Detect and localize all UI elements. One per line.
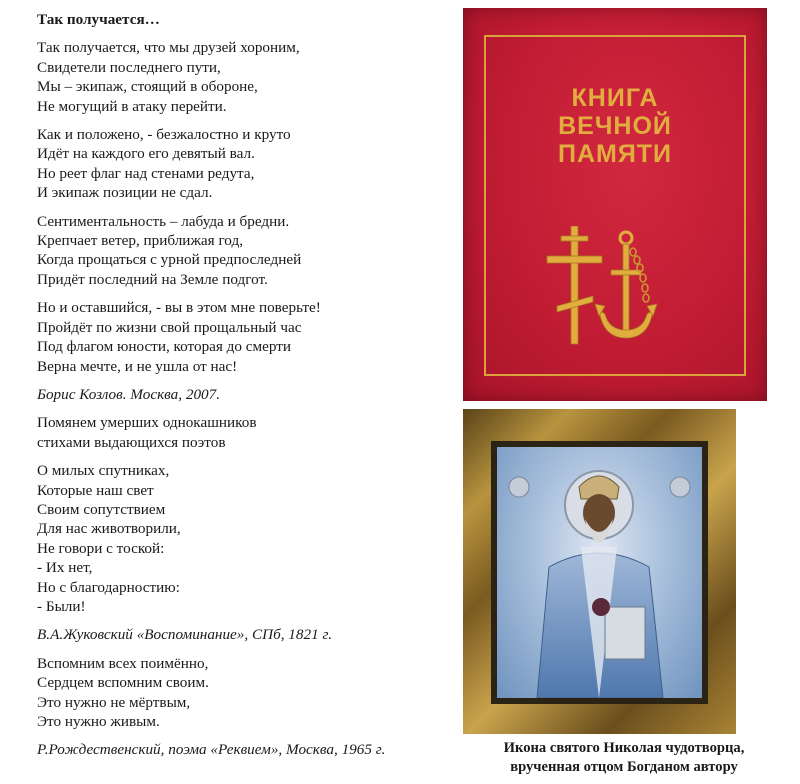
poem-line: Не могущий в атаку перейти.	[37, 97, 227, 115]
poem-line: Крепчает ветер, приближая год,	[37, 232, 243, 250]
saint-nicholas-icon	[497, 447, 702, 698]
icon-frame-image	[463, 409, 736, 734]
poem-line: Свидетели последнего пути,	[37, 58, 221, 76]
attribution-zhukovsky: В.А.Жуковский «Воспоминание», СПб, 1821 г.	[37, 626, 332, 644]
poem-line: Так получается, что мы друзей хороним,	[37, 39, 300, 57]
poem-line: Это нужно живым.	[37, 713, 160, 730]
poem-line: Вспомним всех поимённо,	[37, 654, 209, 672]
cross-anchor-icon	[533, 226, 693, 346]
poem-line: Но и оставшийся, - вы в этом мне поверьте!	[37, 299, 321, 317]
poem-line: - Были!	[37, 597, 86, 615]
poem-line: Но реет флаг над стенами редута,	[37, 164, 255, 182]
poem-line: Сентиментальность – лабуда и бредни.	[37, 212, 290, 230]
caption-line: Икона святого Николая чудотворца,	[503, 740, 745, 756]
poem-line: И экипаж позиции не сдал.	[37, 184, 213, 202]
poem-title: Так получается…	[37, 11, 160, 28]
poem-line: Как и положено, - безжалостно и круто	[37, 126, 291, 144]
book-title-line: КНИГА	[571, 84, 659, 112]
poem-zhukovsky	[37, 461, 457, 616]
saint-figure-icon	[497, 447, 702, 698]
intro-text	[37, 413, 457, 452]
poem-line: Для нас животворили,	[37, 520, 181, 538]
book-title-line: ПАМЯТИ	[557, 140, 673, 168]
poem-line: Мы – экипаж, стоящий в обороне,	[37, 78, 258, 96]
text-column	[37, 10, 457, 769]
poem-line: О милых спутниках,	[37, 462, 170, 480]
poem-line: Пройдёт по жизни свой прощальный час	[37, 318, 302, 336]
poem-line: Но с благодарностию:	[37, 578, 180, 596]
stanza-4	[37, 298, 457, 376]
poem-line: Которые наш свет	[37, 481, 154, 499]
book-title	[463, 84, 767, 168]
poem-line: - Их нет,	[37, 559, 93, 577]
poem-line: Верна мечте, и не ушла от нас!	[37, 357, 238, 375]
book-cover-image	[463, 8, 767, 401]
poem-line: Когда прощаться с урной предпоследней	[37, 251, 302, 269]
stanza-1	[37, 38, 457, 116]
poem-line: Придёт последний на Земле подгот.	[37, 270, 268, 288]
book-title-line: ВЕЧНОЙ	[558, 112, 672, 140]
poem-line: Своим сопутствием	[37, 500, 166, 518]
poem-rozhdestvensky	[37, 654, 457, 732]
stanza-3	[37, 212, 457, 290]
poem-line: Под флагом юности, которая до смерти	[37, 338, 292, 356]
attribution-rozhdestvensky: Р.Рождественский, поэма «Реквием», Москва, 1965 г.	[37, 741, 386, 759]
poem-line: Не говори с тоской:	[37, 539, 165, 557]
poem-line: Сердцем вспомним своим.	[37, 674, 209, 692]
poem-line: Идёт на каждого его девятый вал.	[37, 145, 255, 163]
poem-line: Это нужно не мёртвым,	[37, 693, 191, 711]
stanza-2	[37, 125, 457, 203]
icon-caption	[459, 739, 789, 777]
frame-inner	[491, 441, 708, 704]
intro-line: Помянем умерших однокашников	[37, 414, 257, 432]
caption-line: врученная отцом Богданом автору	[510, 759, 738, 775]
intro-line: стихами выдающихся поэтов	[37, 433, 226, 451]
attribution-kozlov: Борис Козлов. Москва, 2007.	[37, 385, 221, 403]
